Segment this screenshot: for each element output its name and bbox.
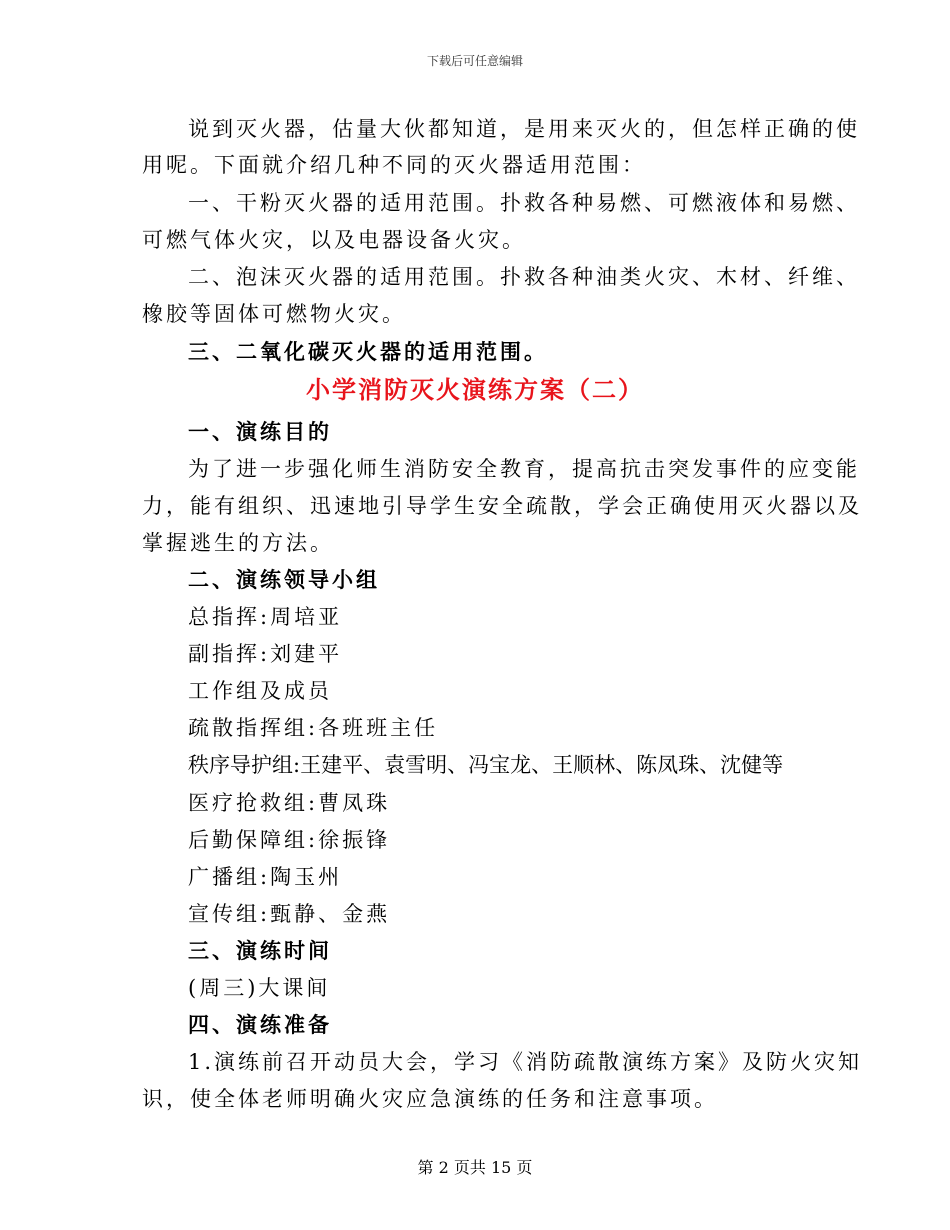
paragraph-line: 为了进一步强化师生消防安全教育，提高抗击突发事件的应变能	[188, 457, 860, 481]
list-item: 广播组:陶玉州	[188, 865, 343, 889]
section-heading: 三、二氧化碳灭火器的适用范围。	[188, 339, 548, 364]
section-heading: 一、演练目的	[188, 419, 332, 444]
page-header: 下载后可任意编辑	[426, 54, 523, 68]
paragraph-line: 一、干粉灭火器的适用范围。扑救各种易燃、可燃液体和易燃、	[188, 191, 860, 215]
page-footer: 第 2 页共 15 页	[417, 1158, 533, 1177]
list-item: 宣传组:甄静、金燕	[188, 902, 391, 926]
section-heading: 二、演练领导小组	[188, 567, 380, 592]
paragraph-line: 识，使全体老师明确火灾应急演练的任务和注意事项。	[142, 1087, 718, 1111]
paragraph-line: 橡胶等固体可燃物火灾。	[142, 302, 406, 326]
paragraph-line: 力，能有组织、迅速地引导学生安全疏散，学会正确使用灭火器以及	[142, 494, 862, 518]
list-item: 后勤保障组:徐振锋	[188, 828, 391, 852]
list-item: 副指挥:刘建平	[188, 642, 343, 666]
list-item: (周三)大课间	[188, 976, 331, 1000]
paragraph-line: 掌握逃生的方法。	[142, 531, 334, 555]
paragraph-line: 可燃气体火灾，以及电器设备火灾。	[142, 228, 526, 252]
document-title: 小学消防灭火演练方案（二）	[306, 375, 644, 404]
list-item: 疏散指挥组:各班班主任	[188, 716, 439, 740]
list-item: 总指挥:周培亚	[188, 605, 343, 629]
paragraph-line: 说到灭火器，估量大伙都知道，是用来灭火的，但怎样正确的使	[188, 117, 860, 141]
paragraph-line: 用呢。下面就介绍几种不同的灭火器适用范围：	[142, 153, 646, 177]
paragraph-line: 1.演练前召开动员大会，学习《消防疏散演练方案》及防火灾知	[188, 1050, 863, 1074]
list-item: 医疗抢救组:曹凤珠	[188, 791, 391, 815]
section-heading: 四、演练准备	[188, 1012, 332, 1037]
list-item: 秩序导护组:王建平、袁雪明、冯宝龙、王顺林、陈凤珠、沈健等	[188, 753, 784, 777]
list-item: 工作组及成员	[188, 679, 332, 703]
paragraph-line: 二、泡沫灭火器的适用范围。扑救各种油类火灾、木材、纤维、	[188, 265, 860, 289]
section-heading: 三、演练时间	[188, 938, 332, 963]
